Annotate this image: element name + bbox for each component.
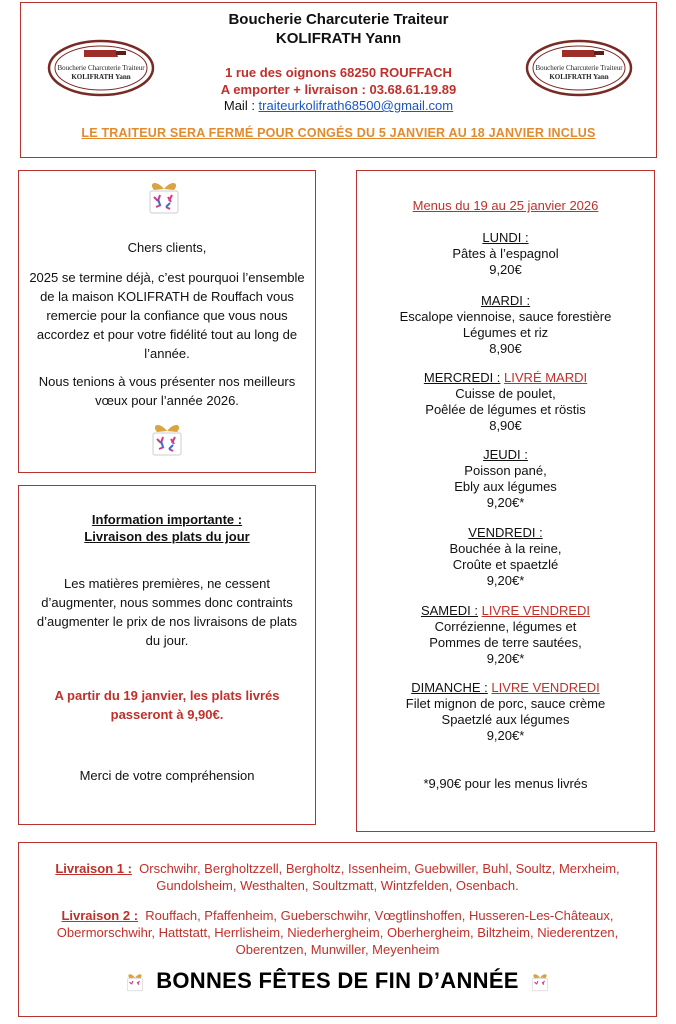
menu-day-monday bbox=[357, 230, 654, 278]
dish-line: Légumes et riz bbox=[462, 325, 549, 340]
menu-day-sunday bbox=[357, 680, 654, 744]
dish-line: Pommes de terre sautées, bbox=[429, 635, 582, 650]
delivery-zone-1 bbox=[31, 860, 644, 894]
price: 9,20€* bbox=[486, 651, 525, 666]
dish-line: Escalope viennoise, sauce forestière bbox=[399, 309, 612, 324]
mail-line bbox=[21, 98, 656, 113]
menus-heading: Menus du 19 au 25 janvier 2026 bbox=[412, 198, 599, 213]
gift-icon bbox=[147, 419, 187, 459]
delivery-label-2: Livraison 2 : bbox=[61, 908, 139, 923]
price: 8,90€ bbox=[489, 341, 522, 356]
delivery-towns-1: Orschwihr, Bergholtzzell, Bergholtz, Issenheim, Guebwiller, Buhl, Soultz, Merxheim, Gundolsheim, Westhalten, Soultzmatt, Wintzfelden, Osenbach. bbox=[139, 861, 620, 893]
delivery-note: LIVRÉ MARDI bbox=[504, 370, 588, 385]
gift-icon bbox=[124, 971, 146, 993]
day-name: JEUDI : bbox=[483, 447, 528, 462]
info-title-1: Information importante : bbox=[91, 512, 243, 527]
greeting-paragraph-1: 2025 se termine déjà, c’est pourquoi l’ensemble de la maison KOLIFRATH de Rouffach vous remercie pour la confiance que vous nous accordez et pour votre fidélité tout au long de l’année. bbox=[29, 270, 305, 361]
day-name: SAMEDI : bbox=[420, 603, 479, 618]
salutation: Chers clients, bbox=[127, 240, 207, 255]
gift-icon bbox=[144, 177, 184, 217]
dish-line: Poêlée de légumes et röstis bbox=[425, 402, 586, 417]
closure-notice: LE TRAITEUR SERA FERMÉ POUR CONGÉS DU 5 JANVIER AU 18 JANVIER INCLUS bbox=[81, 126, 596, 140]
shop-type: Boucherie Charcuterie Traiteur bbox=[228, 11, 449, 28]
dish-line: Spaetzlé aux légumes bbox=[441, 712, 570, 727]
delivery-label-1: Livraison 1 : bbox=[55, 861, 132, 876]
logo-text-1: Boucherie Charcuterie Traiteur bbox=[535, 64, 623, 72]
info-title-2: Livraison des plats du jour bbox=[84, 529, 250, 544]
phone: A emporter + livraison : 03.68.61.19.89 bbox=[220, 82, 457, 97]
price: 9,20€* bbox=[486, 573, 525, 588]
menu-day-thursday bbox=[357, 447, 654, 511]
price-notice: A partir du 19 janvier, les plats livrés passeront à 9,90€. bbox=[54, 688, 280, 722]
dish-line: Poisson pané, bbox=[464, 463, 547, 478]
dish-line: Ebly aux légumes bbox=[454, 479, 557, 494]
dish-line: Pâtes à l’espagnol bbox=[452, 246, 559, 261]
day-name: DIMANCHE : bbox=[411, 680, 488, 695]
season-greeting-text: BONNES FÊTES DE FIN D’ANNÉE bbox=[156, 968, 519, 993]
day-name: MARDI : bbox=[480, 293, 531, 308]
shop-owner: KOLIFRATH Yann bbox=[275, 30, 402, 47]
menu-day-tuesday bbox=[357, 293, 654, 357]
mail-label: Mail : bbox=[223, 98, 259, 113]
menu-day-friday bbox=[357, 525, 654, 589]
menu-day-wednesday bbox=[357, 370, 654, 434]
logo-text-1: Boucherie Charcuterie Traiteur bbox=[57, 64, 145, 72]
thanks: Merci de votre compréhension bbox=[79, 768, 255, 783]
price: 9,20€* bbox=[486, 728, 525, 743]
logo-text-2: KOLIFRATH Yann bbox=[549, 73, 609, 81]
logo-text-2: KOLIFRATH Yann bbox=[71, 73, 131, 81]
menus-box bbox=[356, 170, 655, 832]
season-greeting bbox=[19, 968, 656, 994]
dish-line: Croûte et spaetzlé bbox=[452, 557, 559, 572]
delivery-note: LIVRE VENDREDI bbox=[481, 603, 591, 618]
dish-line: Corrézienne, légumes et bbox=[434, 619, 577, 634]
address: 1 rue des oignons 68250 ROUFFACH bbox=[225, 65, 452, 80]
dish-line: Filet mignon de porc, sauce crème bbox=[405, 696, 606, 711]
greetings-box bbox=[18, 170, 316, 473]
price: 8,90€ bbox=[489, 418, 522, 433]
dish-line: Cuisse de poulet, bbox=[455, 386, 556, 401]
menus-footnote: *9,90€ pour les menus livrés bbox=[423, 776, 588, 791]
delivery-towns-2: Rouffach, Pfaffenheim, Gueberschwihr, Vœgtlinshoffen, Husseren-Les-Châteaux, Obermorschwihr, Hattstatt, Herrlisheim, Niederhergheim, Oberhergheim, Biltzheim, Niederentzen, Oberentzen, Munwiller, Meyenheim bbox=[56, 908, 619, 957]
price: 9,20€* bbox=[486, 495, 525, 510]
price: 9,20€ bbox=[489, 262, 522, 277]
header-box bbox=[20, 2, 657, 158]
delivery-zone-2 bbox=[31, 907, 644, 958]
day-name: VENDREDI : bbox=[468, 525, 543, 540]
mail-link[interactable]: traiteurkolifrath68500@gmail.com bbox=[258, 98, 454, 113]
info-box bbox=[18, 485, 316, 825]
delivery-box bbox=[18, 842, 657, 1017]
day-name: LUNDI : bbox=[482, 230, 529, 245]
gift-icon bbox=[529, 971, 551, 993]
info-paragraph-1: Les matières premières, ne cessent d’augmenter, nous sommes donc contraints d’augmenter le prix de nos livraisons de plats du jour. bbox=[36, 576, 298, 648]
dish-line: Bouchée à la reine, bbox=[449, 541, 562, 556]
delivery-note: LIVRE VENDREDI bbox=[491, 680, 600, 695]
day-name: MERCREDI : bbox=[423, 370, 501, 385]
menu-day-saturday bbox=[357, 603, 654, 667]
greeting-paragraph-2: Nous tenions à vous présenter nos meilleurs vœux pour l’année 2026. bbox=[38, 374, 296, 408]
